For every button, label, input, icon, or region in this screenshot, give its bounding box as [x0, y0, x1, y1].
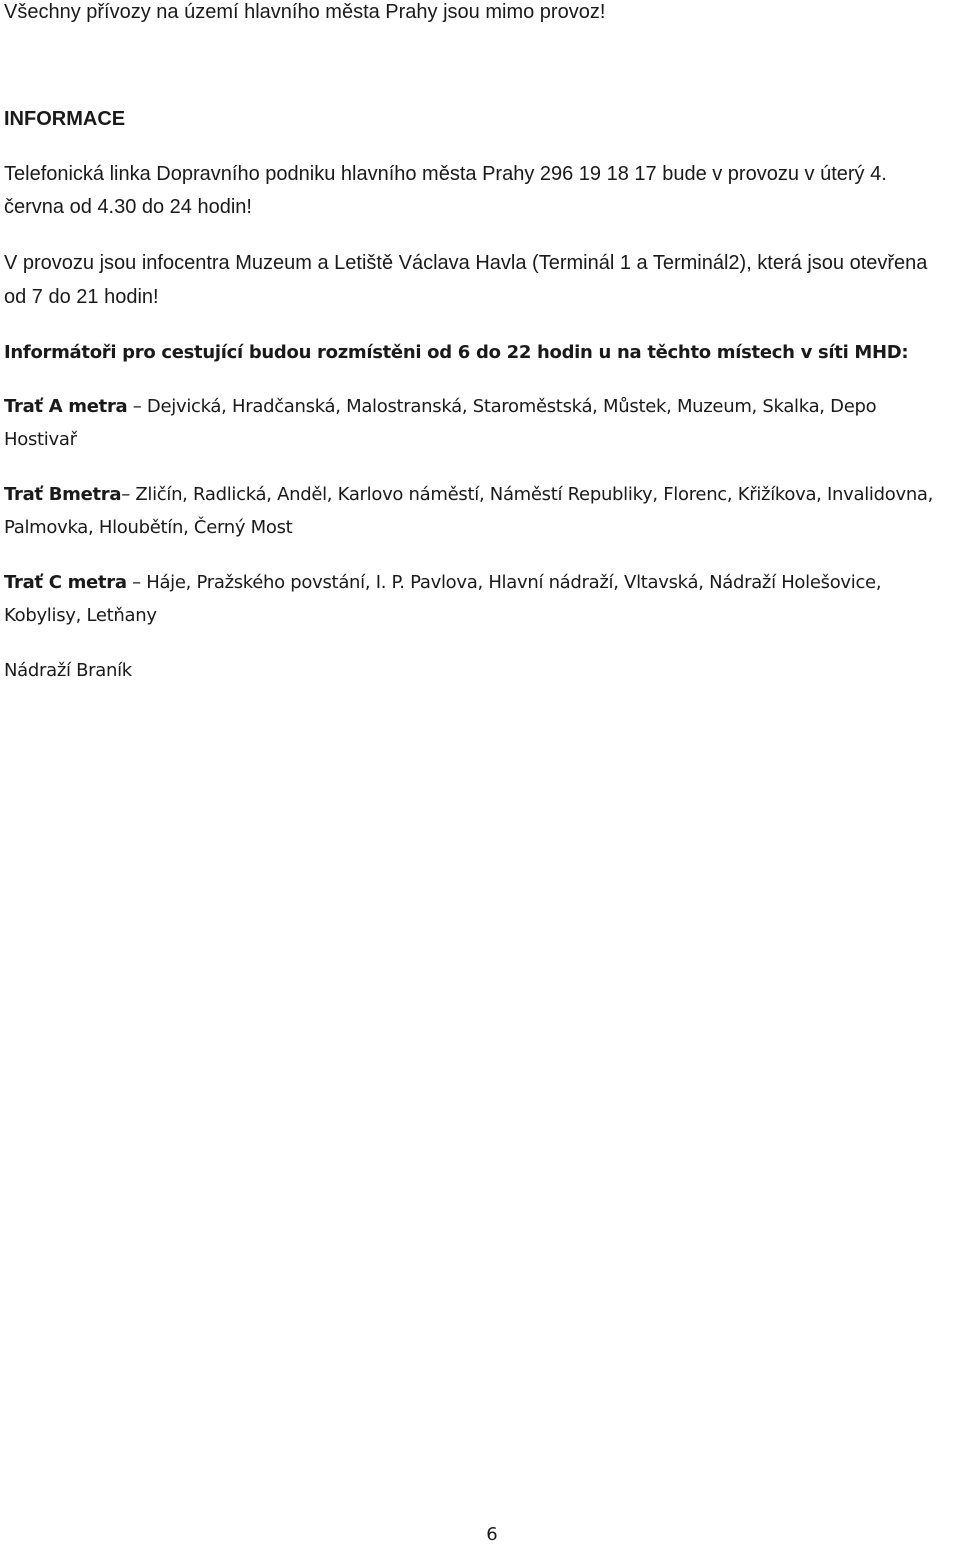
- metro-line-b-paragraph: [4, 478, 954, 544]
- infocentra-paragraph: V provozu jsou infocentra Muzeum a Letiště Václava Havla (Terminál 1 a Terminál2), která jsou otevřena od 7 do 21 hodin!: [4, 252, 928, 308]
- phone-line-paragraph: Telefonická linka Dopravního podniku hlavního města Prahy 296 19 18 17 bude v provozu v úterý 4. června od 4.30 do 24 hodin!: [4, 163, 887, 218]
- metro-line-a-label: Trať A metra: [4, 396, 128, 417]
- metro-line-c-paragraph: [4, 566, 959, 632]
- metro-line-c-label: Trať C metra: [4, 572, 127, 593]
- page-number: 6: [486, 1524, 498, 1545]
- ferry-notice: Všechny přívozy na území hlavního města Prahy jsou mimo provoz!: [4, 1, 606, 23]
- info-heading: INFORMACE: [4, 108, 126, 130]
- metro-line-a-paragraph: [4, 390, 954, 456]
- metro-line-a-stations: – Dejvická, Hradčanská, Malostranská, Staroměstská, Můstek, Muzeum, Skalka, Depo Hostivař: [4, 396, 877, 450]
- extra-station: Nádraží Braník: [4, 660, 132, 681]
- metro-line-c-stations: – Háje, Pražského povstání, I. P. Pavlova, Hlavní nádraží, Vltavská, Nádraží Holešovice, Kobylisy, Letňany: [4, 572, 882, 626]
- informators-paragraph: Informátoři pro cestující budou rozmístěni od 6 do 22 hodin u na těchto místech v síti MHD:: [4, 342, 909, 363]
- metro-line-b-label: Trať Bmetra: [4, 484, 122, 505]
- metro-line-b-stations: – Zličín, Radlická, Anděl, Karlovo náměstí, Náměstí Republiky, Florenc, Křižíkova, Invalidovna, Palmovka, Hloubětín, Černý Most: [4, 484, 934, 538]
